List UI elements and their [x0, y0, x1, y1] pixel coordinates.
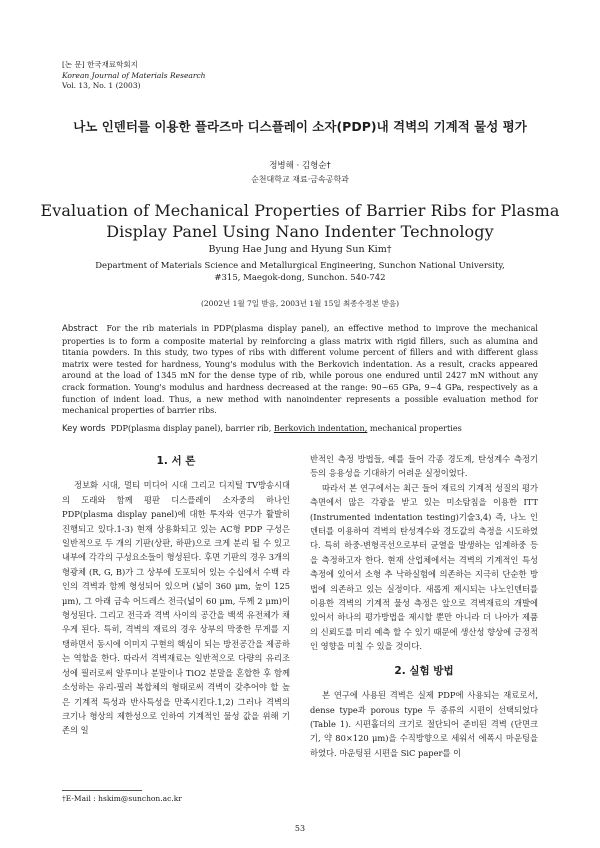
- english-affiliation: [60, 260, 540, 284]
- keywords-text-1: PDP(plasma display panel), barrier rib,: [110, 423, 274, 433]
- section-2-heading: 2. 실험 방법: [394, 664, 454, 677]
- korean-authors: 정병해 · 김형순†: [269, 161, 331, 171]
- section-1-continuation: 반적인 측정 방법들, 예를 들어 각종 경도계, 탄성계수 측정기 등의 응용성을 기대하기 어려운 실정이었다.: [310, 454, 538, 479]
- affiliation-line-1: Department of Materials Science and Metallurgical Engineering, Sunchon National University,: [95, 261, 505, 271]
- abstract: [62, 323, 538, 417]
- journal-volume: Vol. 13, No. 1 (2003): [62, 81, 141, 90]
- english-title: Evaluation of Mechanical Properties of Barrier Ribs for Plasma Display Panel Using Nano Indenter Technology: [40, 201, 560, 241]
- keywords: [62, 423, 538, 434]
- korean-title: 나노 인덴터를 이용한 플라즈마 디스플레이 소자(PDP)내 격벽의 기계적 물성 평가: [73, 119, 527, 134]
- footnote-divider: [62, 790, 142, 791]
- abstract-label: Abstract: [62, 324, 98, 334]
- received-dates: (2002년 1월 7일 받음, 2003년 1월 15일 최종수정본 받음): [200, 299, 399, 308]
- journal-korean-name: [논 문] 한국재료학회지: [62, 60, 138, 69]
- keywords-label: Key words: [62, 424, 106, 434]
- keywords-text-2: mechanical properties: [367, 423, 462, 433]
- keywords-underlined: Berkovich indentation,: [273, 423, 368, 433]
- page-number: 53: [294, 824, 306, 833]
- journal-english-name: Korean Journal of Materials Research: [62, 70, 206, 80]
- journal-header: [62, 60, 205, 92]
- abstract-text: For the rib materials in PDP(plasma display panel), an effective method to improve the mechanical properties is to form a composite material by reinforcing a glass matrix with rigid fillers, such as alumina and titania powders. In this study, two types of ribs with different volume percent of fillers and with different glass matrix were tested for hardness, Young's modulus with the Berkovich indentation. As a result, cracks appeared around at the load of 1345 mN for the dense type of rib, while porous one endured until 2427 mN without any crack formation. Young's modulus and hardness decreased at the range: 90~65 GPa, 9~4 GPa, respectively as a function of indent load. Thus, a new method with nanoindenter represents a possible evaluation method for mechanical properties of barrier ribs.: [62, 323, 538, 416]
- section-2-paragraph-1: 본 연구에 사용된 격벽은 실제 PDP에 사용되는 재료로서, dense type과 porous type 두 종류의 시편이 선택되었다(Table 1). 시편홀더의 크기로 절단되어 준비된 격벽 (단면크기, 약 80×120 μm)을 수직방향으로 세워서 에폭시 마운팅을 하였다. 마운팅된 시편을 SiC paper를 이: [310, 690, 538, 758]
- left-column: [62, 452, 290, 738]
- right-column: [310, 452, 538, 760]
- section-1-heading: 1. 서 론: [156, 455, 196, 467]
- section-1-paragraph-1: 정보화 시대, 멀티 미디어 시대 그리고 디지털 TV방송시대의 도래와 함께 평판 디스플레이 소자중의 하나인 PDP(plasma display panel)에 대한 투자와 연구가 활발히 진행되고 있다.1-3) 현재 상용화되고 있는 AC형 PDP 구성은 일반적으로 두 개의 기판(상판, 하판)으로 크게 분리 될 수 있고 내부에 각각의 구성요소들이 형성된다. 후면 기판의 경우 3개의 형광체 (R, G, B)가 그 상부에 도포되어 있는 수십에서 수백 라인의 격벽과 함께 형성되어 있으며 (넓이 360 μm, 높이 125 μm), 그 아래 금속 어드레스 전극(넓이 60 μm, 두께 2 μm)이 형성된다. 그리고 전극과 격벽 사이의 공간을 백색 유전체가 채우게 된다. 특히, 격벽의 재료의 경우 상부의 막중한 무게를 지탱하면서 동시에 이미지 구현의 핵심이 되는 방전공간을 제공하는 역할을 한다. 따라서 격벽재료는 일반적으로 다량의 유리조성에 필러로써 알루미나 분말이나 TiO2 분말을 혼합한 후 함께 소성하는 유리-필러 복합체의 형태로써 격벽이 갖추어야 할 높은 기계적 특성과 반사특성을 만족시킨다.1,2) 그러나 격벽의 크기나 형상의 제한성으로 인하여 기계적인 물성 값을 위해 기존의 일: [62, 480, 290, 736]
- korean-affiliation: 순천대학교 재료·금속공학과: [251, 175, 349, 184]
- english-authors: Byung Hae Jung and Hyung Sun Kim†: [208, 244, 392, 255]
- section-1-paragraph-2: 따라서 본 연구에서는 최근 들어 재료의 기계적 성질의 평가측면에서 많은 각광을 받고 있는 미소탐침을 이용한 ITT (Instrumented indentation testing)기술3,4) 즉, 나노 인덴터를 이용하여 격벽의 탄성계수와 경도값의 측정을 시도하였다. 특히 하중-변형곡선으로부터 균열을 발생하는 임계하중 등을 측정하고자 한다. 현재 산업체에서는 격벽의 기계적인 특성측정에 있어서 소형 추 낙하실험에 의존하는 지극히 단순한 방법에 의존하고 있는 실정이다. 새롭게 제시되는 나노인덴터를 이용한 격벽의 기계적 물성 측정은 앞으로 격벽재료의 개발에 있어서 하나의 평가방법을 제시할 뿐만 아니라 더 나아가 제품의 신뢰도를 미리 예측 할 수 있기 때문에 생산성 향상에 긍정적인 영향을 미칠 수 있을 것이다.: [310, 482, 538, 652]
- footnote-email: †E-Mail : hskim@sunchon.ac.kr: [62, 794, 182, 803]
- affiliation-line-2: #315, Maegok-dong, Sunchon. 540-742: [214, 273, 386, 283]
